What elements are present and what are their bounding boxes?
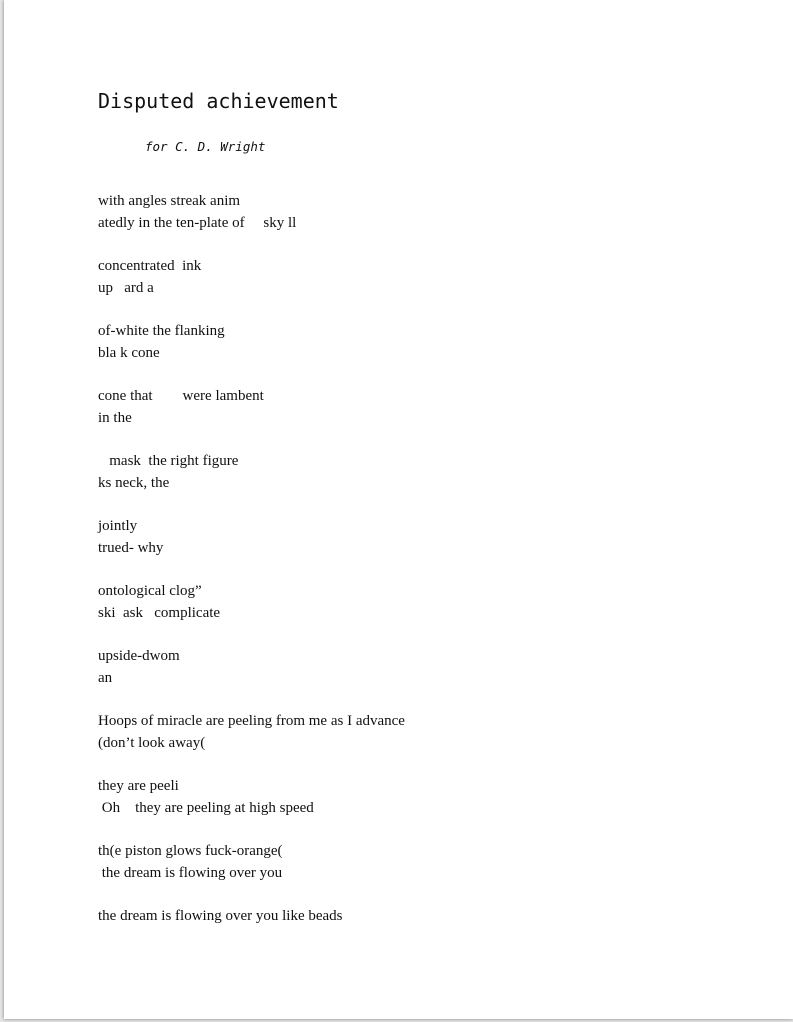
poem-line: th(e piston glows fuck-orange( (98, 843, 283, 859)
poem-dedication: for C. D. Wright (145, 139, 266, 154)
stanza (98, 776, 738, 819)
poem-line: mask the right figure (98, 453, 239, 469)
stanza (98, 581, 738, 624)
poem-line: ks neck, the (98, 474, 170, 491)
poem-line: Oh they are peeling at high speed (98, 799, 314, 816)
poem-line: concentrated ink (98, 258, 202, 274)
poem-line: bla k cone (98, 344, 160, 361)
poem-line: (don’t look away( (98, 734, 206, 751)
stanza (98, 386, 738, 429)
poem-line: ontological clog” (98, 583, 202, 599)
stanza (98, 256, 738, 299)
poem-line: jointly (98, 518, 138, 534)
poem-line: atedly in the ten-plate of sky ll (98, 214, 297, 231)
poem-line: with angles streak anim (98, 193, 241, 209)
poem-line: an (98, 669, 113, 686)
poem-line: in the (98, 409, 132, 426)
poem-line: Hoops of miracle are peeling from me as I advance (98, 713, 405, 729)
poem-body (98, 191, 738, 950)
poem-line: up ard a (98, 279, 154, 296)
poem-line: they are peeli (98, 778, 179, 794)
document-page (4, 0, 793, 1019)
poem-line: of-white the flanking (98, 323, 225, 339)
stanza (98, 451, 738, 494)
stanza (98, 646, 738, 689)
stanza (98, 321, 738, 364)
poem-line: upside-dwom (98, 648, 180, 664)
poem-line: cone that were lambent (98, 388, 264, 404)
poem-title: Disputed achievement (98, 89, 339, 113)
poem-line: ski ask complicate (98, 604, 221, 621)
stanza (98, 191, 738, 234)
stanza (98, 711, 738, 754)
stanza (98, 906, 738, 928)
stanza (98, 516, 738, 559)
poem-line: the dream is flowing over you like beads (98, 908, 343, 924)
stanza (98, 841, 738, 884)
poem-line: the dream is flowing over you (98, 864, 283, 881)
poem-line: trued- why (98, 539, 164, 556)
